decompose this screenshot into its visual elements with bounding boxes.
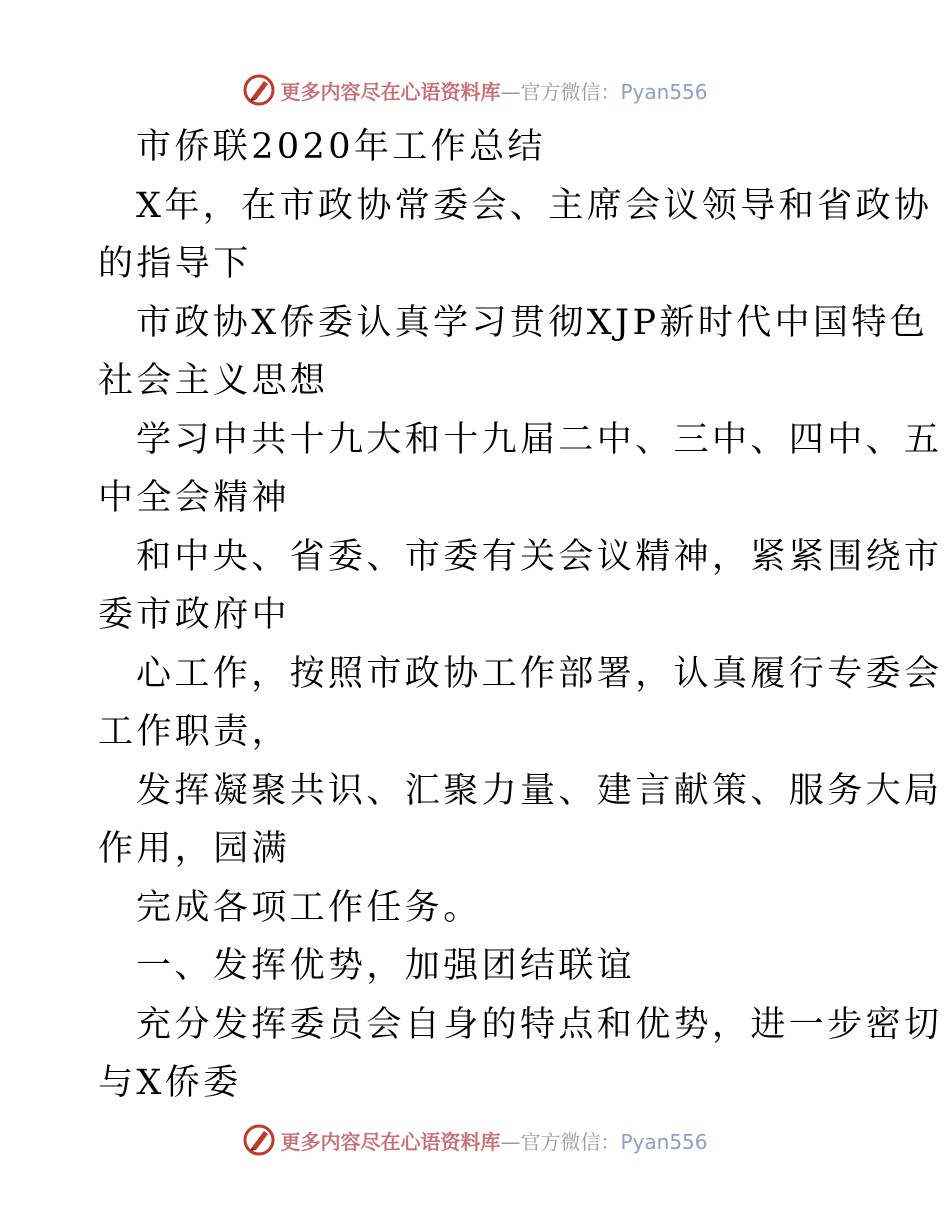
wechat-id: Pyan556	[620, 1129, 708, 1154]
site-name: 更多内容尽在心语资料库	[280, 79, 501, 104]
paragraph-line: 发挥凝聚共识、汇聚力量、建言献策、服务大局	[136, 770, 943, 811]
pen-logo-icon	[242, 1123, 276, 1157]
paragraph-line: X年，在市政协常委会、主席会议领导和省政协	[136, 185, 933, 226]
document-title: 市侨联2020年工作总结	[136, 127, 546, 167]
paragraph-line: 委市政府中	[98, 595, 291, 635]
paragraph-line: 充分发挥委员会自身的特点和优势，进一步密切	[136, 1004, 943, 1045]
paragraph-line: 社会主义思想	[98, 361, 329, 401]
paragraph-line: 的指导下	[98, 244, 252, 284]
pen-logo-icon	[242, 73, 276, 107]
paragraph-line: 学习中共十九大和十九届二中、三中、四中、五	[136, 419, 943, 460]
paragraph-line: 市政协X侨委认真学习贯彻XJP新时代中国特色	[136, 302, 929, 343]
paragraph-line: 心工作，按照市政协工作部署，认真履行专委会	[136, 653, 943, 694]
paragraph-line: 和中央、省委、市委有关会议精神，紧紧围绕市	[136, 536, 943, 577]
section-heading: 一、发挥优势，加强团结联谊	[136, 946, 636, 986]
banner-text	[280, 1126, 707, 1155]
wechat-label: 官方微信：	[520, 1129, 621, 1154]
site-name: 更多内容尽在心语资料库	[280, 1129, 501, 1154]
document-body	[98, 118, 943, 1113]
wechat-id: Pyan556	[620, 79, 708, 104]
banner-separator: —	[500, 1129, 521, 1154]
paragraph-line: 中全会精神	[98, 478, 291, 518]
paragraph-line: 作用，园满	[98, 829, 291, 869]
footer-watermark-banner	[0, 1120, 950, 1160]
paragraph-line: 与X侨委	[98, 1063, 242, 1103]
header-watermark-banner	[0, 70, 950, 110]
paragraph-line: 工作职责，	[98, 712, 291, 752]
wechat-label: 官方微信：	[520, 79, 621, 104]
banner-separator: —	[500, 79, 521, 104]
banner-text	[280, 76, 707, 105]
paragraph-line: 完成各项工作任务。	[136, 887, 482, 928]
